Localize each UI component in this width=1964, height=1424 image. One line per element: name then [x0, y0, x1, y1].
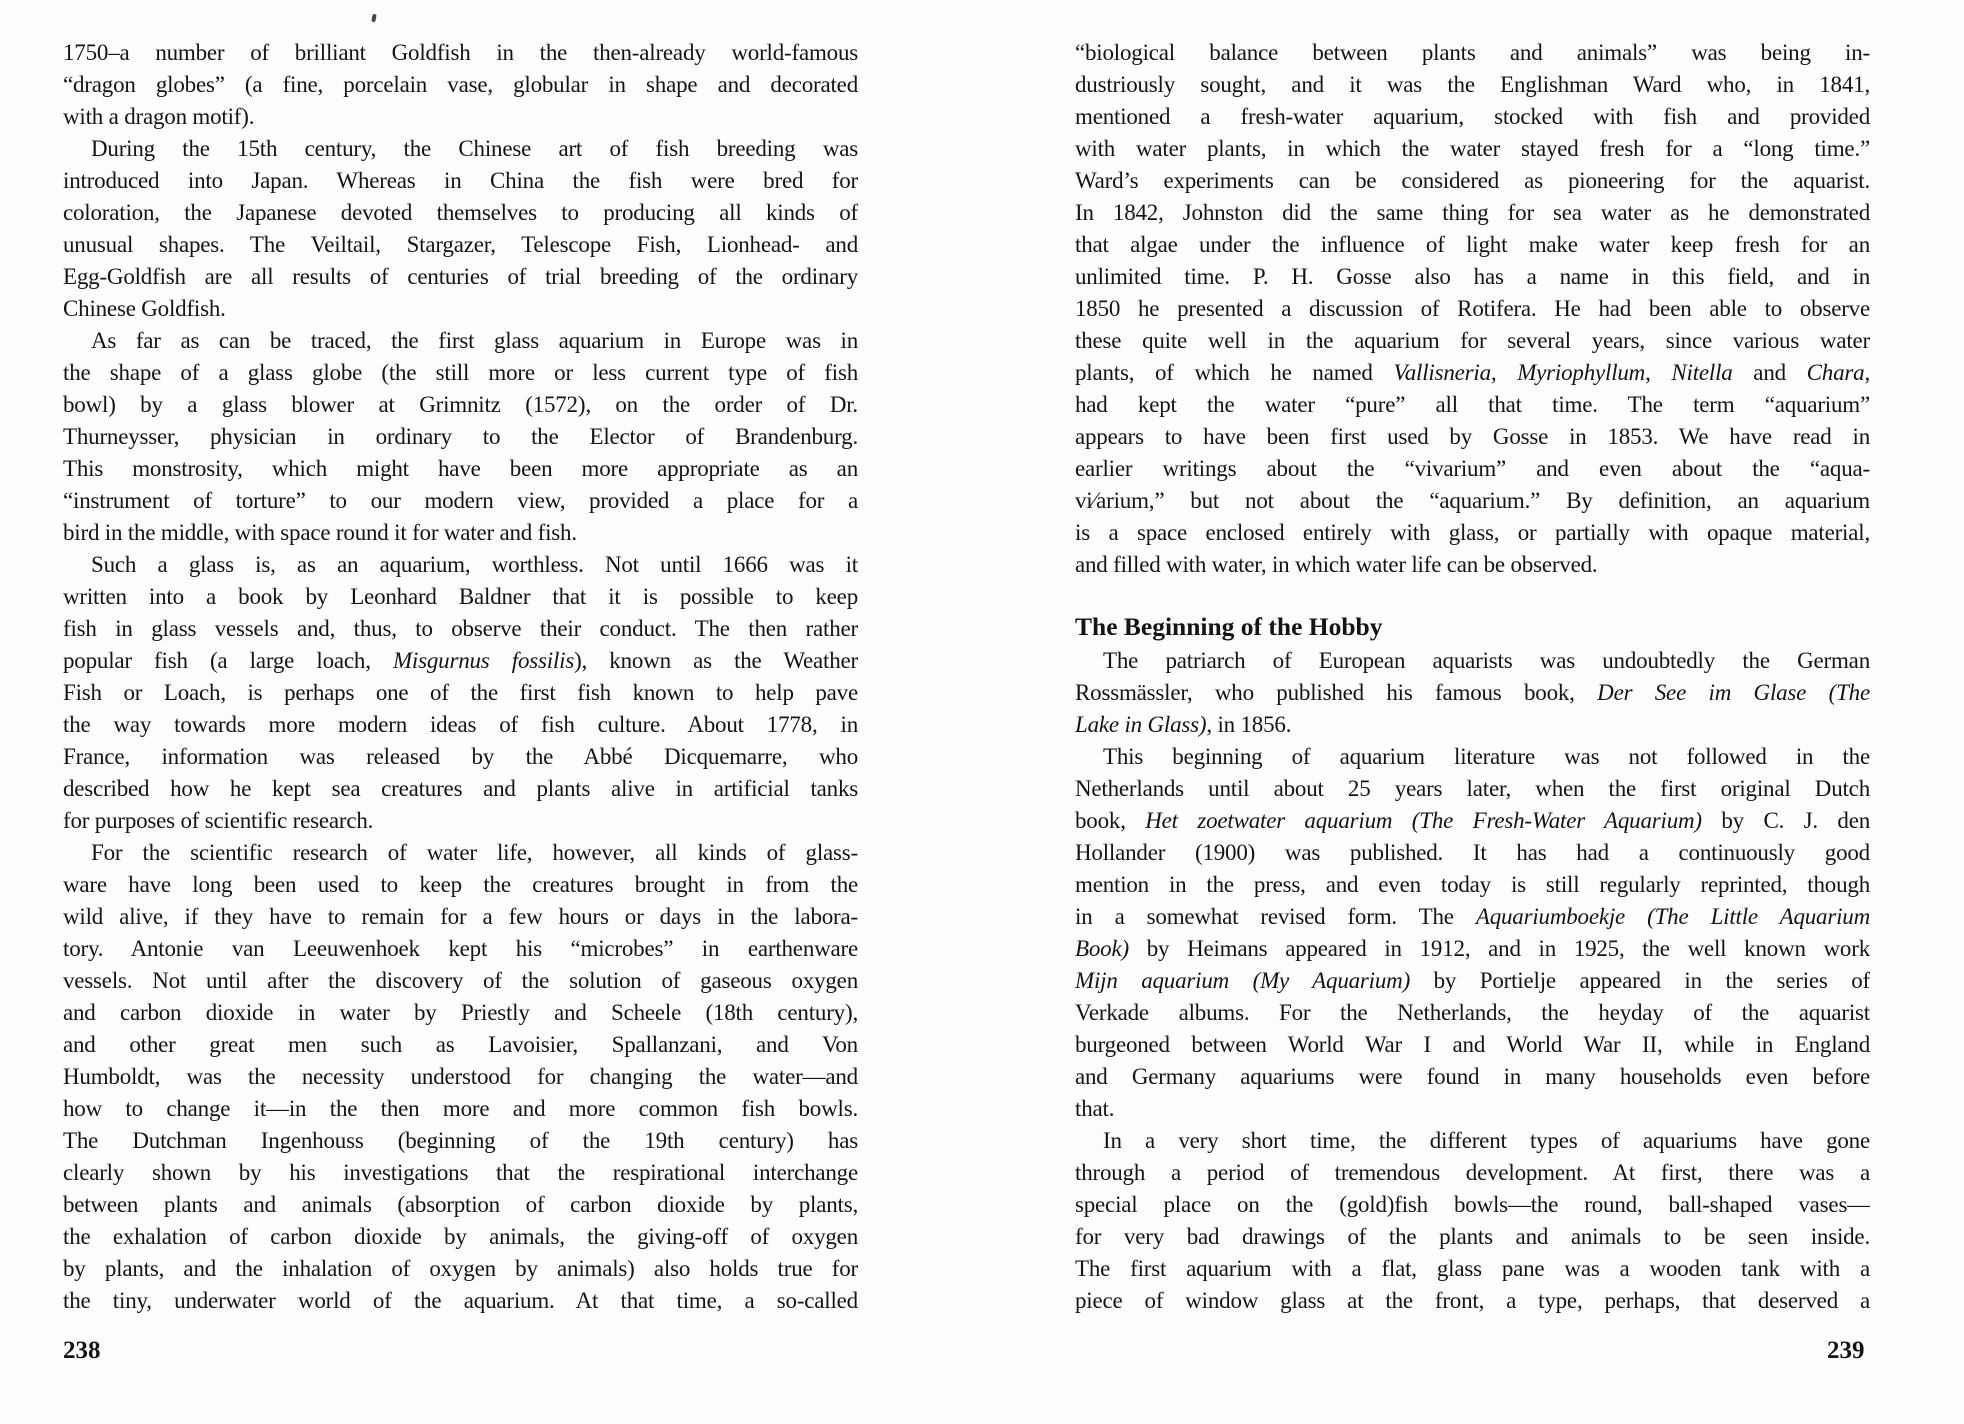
paragraph [1075, 37, 1870, 581]
text-line: appears to have been first used by Gosse in 1853. We have read in [1075, 424, 1870, 449]
text-line: how to change it—in the then more and more common fish bowls. [63, 1096, 858, 1121]
text-line: 1750–a number of brilliant Goldfish in the then-already world-famous [63, 40, 858, 65]
paragraph [63, 37, 858, 133]
text-line: that algae under the influence of light make water keep fresh for an [1075, 232, 1870, 257]
text-line: mentioned a fresh-water aquarium, stocked with fish and provided [1075, 104, 1870, 129]
paragraph [63, 837, 858, 1317]
text-line: Such a glass is, as an aquarium, worthless. Not until 1666 was it [91, 552, 858, 577]
text-line: with a dragon motif). [63, 104, 255, 129]
text-line: by plants, and the inhalation of oxygen by animals) also holds true for [63, 1256, 858, 1281]
text-line: these quite well in the aquarium for several years, since various water [1075, 328, 1870, 353]
text-line: The Dutchman Ingenhouss (beginning of the 19th century) has [63, 1128, 858, 1153]
text-line: “instrument of torture” to our modern view, provided a place for a [63, 488, 858, 513]
text-line: The patriarch of European aquarists was undoubtedly the German [1103, 648, 1870, 673]
text-line: the way towards more modern ideas of fish culture. About 1778, in [63, 712, 858, 737]
text-line: During the 15th century, the Chinese art of fish breeding was [91, 136, 858, 161]
text-line: unlimited time. P. H. Gosse also has a name in this field, and in [1075, 264, 1870, 289]
text-line: and other great men such as Lavoisier, Spallanzani, and Von [63, 1032, 858, 1057]
text-line: Netherlands until about 25 years later, when the first original Dutch [1075, 776, 1870, 801]
text-line: in a somewhat revised form. The Aquariumboekje (The Little Aquarium [1075, 904, 1870, 929]
paragraph [63, 133, 858, 325]
paragraph [63, 325, 858, 549]
text-line: written into a book by Leonhard Baldner that it is possible to keep [63, 584, 858, 609]
text-line: and Germany aquariums were found in many households even before [1075, 1064, 1870, 1089]
text-line: tory. Antonie van Leeuwenhoek kept his “microbes” in earthenware [63, 936, 858, 961]
text-line: fish in glass vessels and, thus, to observe their conduct. The then rather [63, 616, 858, 641]
paragraph [1075, 741, 1870, 1125]
text-line: that. [1075, 1096, 1115, 1121]
text-line: clearly shown by his investigations that the respirational interchange [63, 1160, 858, 1185]
text-line: ware have long been used to keep the creatures brought in from the [63, 872, 858, 897]
text-line: the tiny, underwater world of the aquarium. At that time, a so-called [63, 1288, 858, 1313]
text-line: the exhalation of carbon dioxide by animals, the giving-off of oxygen [63, 1224, 858, 1249]
text-line: and filled with water, in which water life can be observed. [1075, 552, 1598, 577]
text-line: earlier writings about the “vivarium” and even about the “aqua- [1075, 456, 1870, 481]
text-line: vessels. Not until after the discovery of the solution of gaseous oxygen [63, 968, 858, 993]
text-line: piece of window glass at the front, a type, perhaps, that deserved a [1075, 1288, 1870, 1313]
text-line: For the scientific research of water life, however, all kinds of glass- [91, 840, 858, 865]
section-heading: The Beginning of the Hobby [1075, 612, 1383, 641]
text-line: is a space enclosed entirely with glass, or partially with opaque material, [1075, 520, 1870, 545]
text-line: bird in the middle, with space round it for water and fish. [63, 520, 577, 545]
text-line: Chinese Goldfish. [63, 296, 226, 321]
text-line: Fish or Loach, is perhaps one of the first fish known to help pave [63, 680, 858, 705]
scan-speck [371, 14, 377, 23]
text-line: Ward’s experiments can be considered as pioneering for the aquarist. [1075, 168, 1870, 193]
paragraph [63, 549, 858, 837]
text-line: the shape of a glass globe (the still more or less current type of fish [63, 360, 858, 385]
text-line: The first aquarium with a flat, glass pane was a wooden tank with a [1075, 1256, 1870, 1281]
paragraph [1075, 1125, 1870, 1317]
text-line: through a period of tremendous development. At first, there was a [1075, 1160, 1870, 1185]
text-line: unusual shapes. The Veiltail, Stargazer, Telescope Fish, Lionhead- and [63, 232, 858, 257]
page-number-left: 238 [63, 1337, 101, 1364]
text-line: burgeoned between World War I and World War II, while in England [1075, 1032, 1870, 1057]
text-line: Egg-Goldfish are all results of centuries of trial breeding of the ordinary [63, 264, 858, 289]
text-line: wild alive, if they have to remain for a few hours or days in the labora- [63, 904, 858, 929]
text-line: book, Het zoetwater aquarium (The Fresh-Water Aquarium) by C. J. den [1075, 808, 1870, 833]
text-line: plants, of which he named Vallisneria, Myriophyllum, Nitella and Chara, [1075, 360, 1870, 385]
text-line: vi⁄arium,” but not about the “aquarium.” By definition, an aquarium [1075, 488, 1870, 513]
right-page-text-column [1075, 37, 1870, 1317]
page-number-right: 239 [1827, 1337, 1865, 1364]
text-line: coloration, the Japanese devoted themselves to producing all kinds of [63, 200, 858, 225]
text-line: described how he kept sea creatures and plants alive in artificial tanks [63, 776, 858, 801]
text-line: between plants and animals (absorption of carbon dioxide by plants, [63, 1192, 858, 1217]
text-line: In 1842, Johnston did the same thing for sea water as he demonstrated [1075, 200, 1870, 225]
text-line: 1850 he presented a discussion of Rotifera. He had been able to observe [1075, 296, 1870, 321]
text-line: Hollander (1900) was published. It has had a continuously good [1075, 840, 1870, 865]
text-line: bowl) by a glass blower at Grimnitz (1572), on the order of Dr. [63, 392, 858, 417]
text-line: “dragon globes” (a fine, porcelain vase, globular in shape and decorated [63, 72, 858, 97]
paragraph [1075, 645, 1870, 741]
text-line: Humboldt, was the necessity understood for changing the water—and [63, 1064, 858, 1089]
text-line: In a very short time, the different types of aquariums have gone [1103, 1128, 1870, 1153]
text-line: for purposes of scientific research. [63, 808, 374, 833]
text-line: “biological balance between plants and animals” was being in- [1075, 40, 1870, 65]
text-line: had kept the water “pure” all that time. The term “aquarium” [1075, 392, 1870, 417]
text-line: Mijn aquarium (My Aquarium) by Portielje appeared in the series of [1075, 968, 1870, 993]
text-line: France, information was released by the Abbé Dicquemarre, who [63, 744, 858, 769]
text-line: This monstrosity, which might have been more appropriate as an [63, 456, 858, 481]
text-line: This beginning of aquarium literature was not followed in the [1103, 744, 1870, 769]
text-line: Lake in Glass), in 1856. [1075, 712, 1292, 737]
text-line: mention in the press, and even today is still regularly reprinted, though [1075, 872, 1870, 897]
text-line: for very bad drawings of the plants and animals to be seen inside. [1075, 1224, 1870, 1249]
text-line: popular fish (a large loach, Misgurnus fossilis), known as the Weather [63, 648, 858, 673]
left-page-text-column [63, 37, 858, 1317]
text-line: with water plants, in which the water stayed fresh for a “long time.” [1075, 136, 1870, 161]
text-line: special place on the (gold)fish bowls—the round, ball-shaped vases— [1075, 1192, 1870, 1217]
text-line: dustriously sought, and it was the Englishman Ward who, in 1841, [1075, 72, 1870, 97]
text-line: Rossmässler, who published his famous book, Der See im Glase (The [1075, 680, 1870, 705]
text-line: Verkade albums. For the Netherlands, the heyday of the aquarist [1075, 1000, 1870, 1025]
text-line: As far as can be traced, the first glass aquarium in Europe was in [91, 328, 858, 353]
text-line: and carbon dioxide in water by Priestly and Scheele (18th century), [63, 1000, 858, 1025]
text-line: introduced into Japan. Whereas in China the fish were bred for [63, 168, 858, 193]
text-line: Book) by Heimans appeared in 1912, and in 1925, the well known work [1075, 936, 1870, 961]
text-line: Thurneysser, physician in ordinary to the Elector of Brandenburg. [63, 424, 858, 449]
